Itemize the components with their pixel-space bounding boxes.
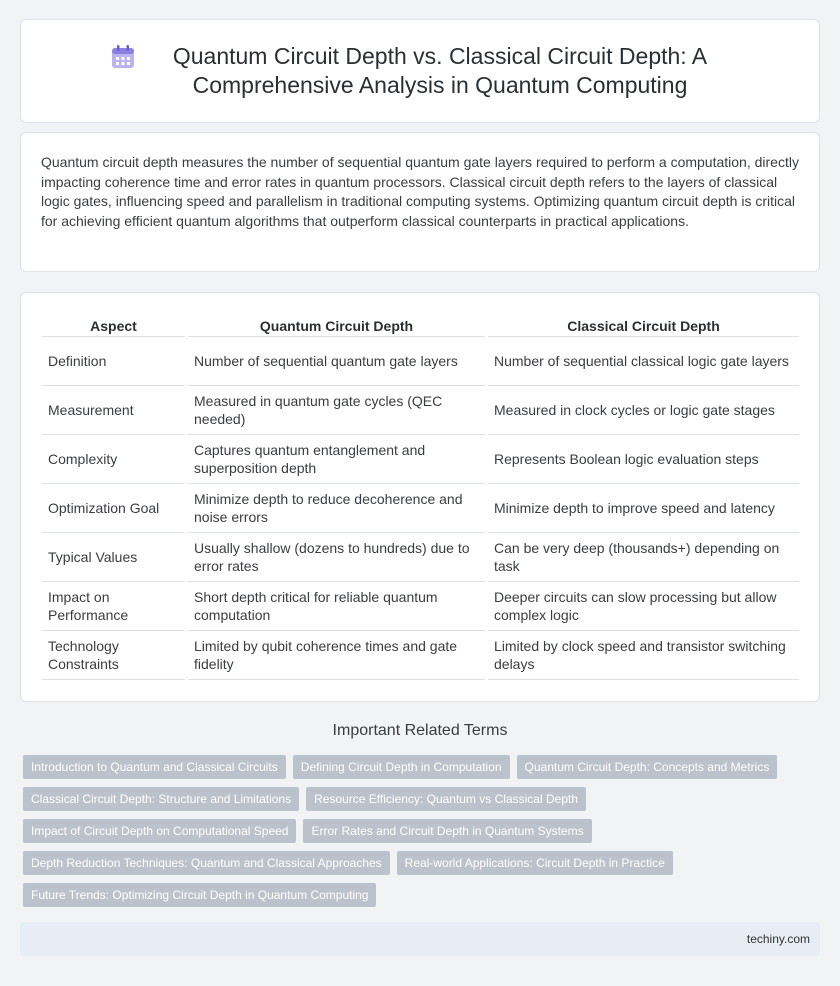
related-terms-title: Important Related Terms [332, 722, 508, 739]
table-row [42, 631, 799, 680]
footer-site-link[interactable]: techiny.com [746, 932, 810, 946]
table-cell: Can be very deep (thousands+) depending on task [488, 533, 799, 582]
table-cell: Number of sequential quantum gate layers [188, 337, 485, 386]
table-row [42, 337, 799, 386]
header-aspect: Aspect [42, 315, 185, 337]
table-cell: Complexity [42, 435, 185, 484]
table-row [42, 435, 799, 484]
table-cell: Short depth critical for reliable quantum computation [188, 582, 485, 631]
related-term-tag[interactable]: Classical Circuit Depth: Structure and Limitations [23, 787, 299, 811]
header-classical: Classical Circuit Depth [488, 315, 799, 337]
table-row [42, 533, 799, 582]
title-wrap [110, 42, 730, 100]
related-term-tag[interactable]: Introduction to Quantum and Classical Circuits [23, 755, 286, 779]
calendar-icon [110, 44, 136, 70]
table-cell: Usually shallow (dozens to hundreds) due to error rates [188, 533, 485, 582]
table-cell: Limited by qubit coherence times and gate fidelity [188, 631, 485, 680]
header-quantum: Quantum Circuit Depth [188, 315, 485, 337]
related-term-tag[interactable]: Real-world Applications: Circuit Depth in Practice [397, 851, 673, 875]
table-cell: Minimize depth to reduce decoherence and noise errors [188, 484, 485, 533]
table-row [42, 582, 799, 631]
table-cell: Measured in clock cycles or logic gate stages [488, 386, 799, 435]
table-row [42, 386, 799, 435]
table-cell: Limited by clock speed and transistor switching delays [488, 631, 799, 680]
related-term-tag[interactable]: Error Rates and Circuit Depth in Quantum Systems [303, 819, 591, 843]
table-cell: Deeper circuits can slow processing but allow complex logic [488, 582, 799, 631]
table-cell: Optimization Goal [42, 484, 185, 533]
related-term-tag[interactable]: Resource Efficiency: Quantum vs Classical Depth [306, 787, 586, 811]
comparison-table-card [20, 292, 820, 702]
related-term-tag[interactable]: Impact of Circuit Depth on Computational Speed [23, 819, 296, 843]
table-header-row [42, 315, 799, 337]
table-cell: Definition [42, 337, 185, 386]
table-cell: Measured in quantum gate cycles (QEC needed) [188, 386, 485, 435]
related-terms-tags [23, 755, 813, 907]
table-cell: Measurement [42, 386, 185, 435]
table-row [42, 484, 799, 533]
intro-text: Quantum circuit depth measures the number of sequential quantum gate layers required to perform a computation, directly impacting coherence time and error rates in quantum processors. Classical circuit depth refers to the layers of classical logic gates, influencing speed and parallelism in traditional computing systems. Optimizing quantum circuit depth is critical for achieving efficient quantum algorithms that outperform classical counterparts in practical applications. [41, 154, 799, 229]
table-cell: Impact on Performance [42, 582, 185, 631]
table-cell: Technology Constraints [42, 631, 185, 680]
related-term-tag[interactable]: Depth Reduction Techniques: Quantum and Classical Approaches [23, 851, 390, 875]
table-cell: Typical Values [42, 533, 185, 582]
table-cell: Number of sequential classical logic gate layers [488, 337, 799, 386]
table-cell: Minimize depth to improve speed and latency [488, 484, 799, 533]
intro-card [20, 132, 820, 272]
table-cell: Captures quantum entanglement and superposition depth [188, 435, 485, 484]
related-term-tag[interactable]: Future Trends: Optimizing Circuit Depth in Quantum Computing [23, 883, 376, 907]
comparison-table [39, 315, 802, 680]
related-term-tag[interactable]: Quantum Circuit Depth: Concepts and Metrics [517, 755, 778, 779]
header-card [20, 19, 820, 123]
footer [20, 922, 820, 956]
page-title: Quantum Circuit Depth vs. Classical Circuit Depth: A Comprehensive Analysis in Quantum Computing [172, 43, 708, 98]
related-term-tag[interactable]: Defining Circuit Depth in Computation [293, 755, 510, 779]
table-cell: Represents Boolean logic evaluation steps [488, 435, 799, 484]
